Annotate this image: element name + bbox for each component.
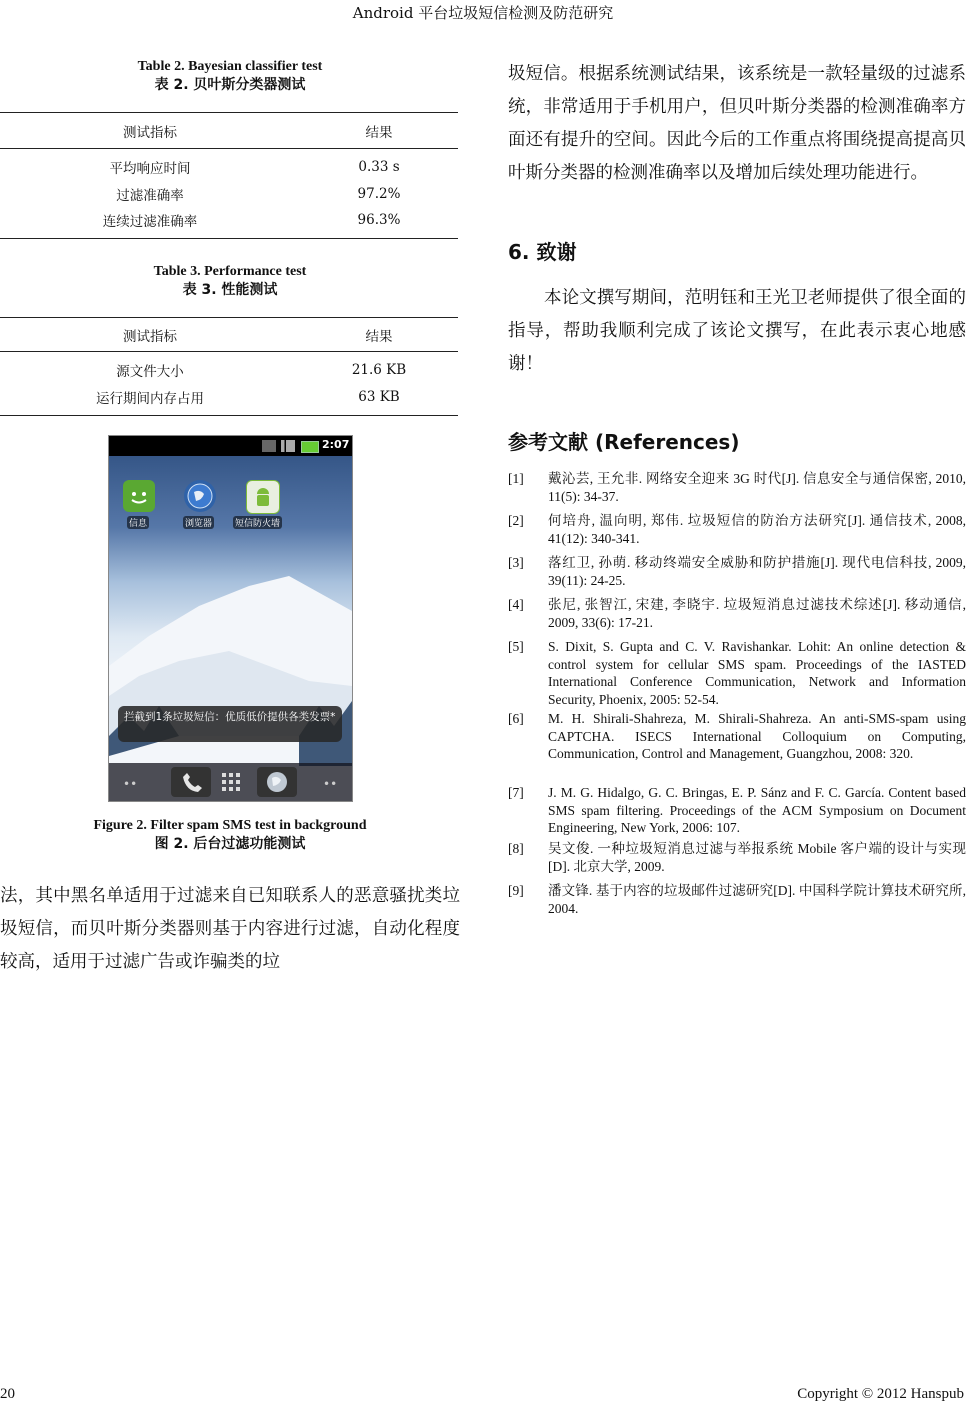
table3-header-result: 结果 [365, 328, 393, 345]
acknowledgement-paragraph: 本论文撰写期间，范明钰和王光卫老师提供了很全面的指导，帮助我顺利完成了该论文撰写，在此表示衷心地感谢！ [508, 288, 966, 374]
clock: 2:07 [322, 438, 350, 451]
reference-text: 何培舟, 温向明, 郑伟. 垃圾短信的防治方法研究[J]. 通信技术, 2008, 41(12): 340-341. [548, 513, 966, 546]
table2-cell: 平均响应时间 [109, 160, 191, 177]
reference-text: 戴沁芸, 王允非. 网络安全迎来 3G 时代[J]. 信息安全与通信保密, 2010, 11(5): 34-37. [548, 471, 966, 504]
section-6-title: 6. 致谢 [508, 240, 577, 264]
table2-cell: 连续过滤准确率 [102, 214, 198, 231]
reference-text: J. M. G. Hidalgo, G. C. Bringas, E. P. Sánz and F. C. García. Content based SMS spam filtering. Proceedings of the ACM Symposium on Document Engineering, New York, 2006: 107. [548, 785, 966, 835]
table2-header-metric: 测试指标 [123, 124, 177, 141]
reference-number: [7] [508, 785, 524, 800]
reference-number: [6] [508, 711, 524, 726]
reference-number: [2] [508, 513, 524, 528]
left-column-paragraph: 法，其中黑名单适用于过滤来自已知联系人的恶意骚扰类垃圾短信，而贝叶斯分类器则基于内容进行过滤，自动化程度较高，适用于过滤广告或诈骗类的垃 [0, 886, 460, 972]
table-row [0, 209, 458, 239]
table-row [0, 179, 458, 209]
reference-number: [5] [508, 639, 524, 654]
table3-cell: 63 KB [358, 389, 400, 406]
signal-icon [281, 440, 295, 452]
app-label-browser: 浏览器 [183, 516, 214, 529]
running-header: Android 平台垃圾短信检测及防范研究 [352, 4, 614, 22]
table3-cell: 源文件大小 [116, 363, 184, 380]
reference-text: M. H. Shirali-Shahreza, M. Shirali-Shahreza. An anti-SMS-spam using CAPTCHA. ISECS International Colloquium on Computing, Communication, Control and Management, Guangzhou, 2008: 320. [548, 711, 966, 761]
reference-text: 落红卫, 孙萌. 移动终端安全威胁和防护措施[J]. 现代电信科技, 2009, 39(11): 24-25. [548, 555, 966, 588]
reference-number: [9] [508, 883, 524, 898]
reference-text: 张尼, 张智江, 宋建, 李晓宇. 垃圾短消息过滤技术综述[J]. 移动通信, 2009, 33(6): 17-21. [548, 597, 966, 630]
figure2-screenshot [108, 435, 353, 802]
reference-number: [4] [508, 597, 524, 612]
reference-text: S. Dixit, S. Gupta and C. V. Ravishankar. Lohit: An online detection & control system for cellular SMS spam. Proceedings of the IASTED International Conference Communication, Network and Information Security, Phoenix, 2005: 52-54. [548, 639, 966, 707]
app-label-sms-firewall: 短信防火墙 [233, 516, 282, 529]
reference-number: [3] [508, 555, 524, 570]
table3-cell: 运行期间内存占用 [96, 391, 204, 408]
android-icon[interactable] [246, 480, 280, 514]
table2-cell: 97.2% [357, 185, 401, 202]
table2-caption [0, 58, 460, 94]
reference-list [508, 470, 966, 930]
table2-caption-en: Table 2. Bayesian classifier test [137, 59, 323, 74]
table2-cell: 过滤准确率 [116, 187, 184, 204]
table-row [0, 384, 458, 416]
phone-icon[interactable] [171, 767, 211, 797]
reference-number: [8] [508, 841, 524, 856]
figure2-caption-zh: 图 2. 后台过滤功能测试 [154, 836, 306, 852]
table-row [0, 352, 458, 384]
copyright: Copyright © 2012 Hanspub [797, 1386, 964, 1402]
table3-header-metric: 测试指标 [123, 328, 177, 345]
message-icon[interactable] [123, 480, 155, 512]
table3 [0, 317, 458, 416]
table3-caption-en: Table 3. Performance test [153, 264, 307, 279]
table2-caption-zh: 表 2. 贝叶斯分类器测试 [154, 77, 306, 93]
page-indicator-left-icon: •• [123, 777, 138, 791]
table3-caption-zh: 表 3. 性能测试 [182, 282, 278, 298]
status-bar [109, 436, 352, 456]
page-number: 20 [0, 1386, 15, 1402]
table-row [0, 149, 458, 179]
table2-cell: 0.33 s [358, 158, 400, 175]
table3-caption [0, 263, 460, 299]
browser-dock-icon[interactable] [257, 767, 297, 797]
references-title: 参考文献 (References) [508, 430, 740, 454]
spam-notification-toast: 拦截到1条垃圾短信：优质低价提供各类发票* [118, 706, 342, 742]
figure2-caption-en: Figure 2. Filter spam SMS test in background [93, 818, 367, 833]
app-label-messages: 信息 [127, 516, 149, 529]
globe-icon[interactable] [184, 480, 216, 512]
app-drawer-icon[interactable] [216, 767, 246, 797]
table2 [0, 112, 458, 239]
table2-cell: 96.3% [357, 212, 401, 229]
reference-text: 潘文锋. 基于内容的垃圾邮件过滤研究[D]. 中国科学院计算技术研究所, 2004. [548, 883, 966, 916]
reference-text: 吴文俊. 一种垃圾短消息过滤与举报系统 Mobile 客户端的设计与实现[D]. 北京大学, 2009. [548, 841, 966, 874]
figure2-caption [0, 817, 460, 853]
reference-number: [1] [508, 471, 524, 486]
dock [109, 763, 352, 801]
table2-header-result: 结果 [365, 124, 393, 141]
right-column-paragraph: 圾短信。根据系统测试结果，该系统是一款轻量级的过滤系统，非常适用于手机用户，但贝叶斯分类器的检测准确率方面还有提升的空间。因此今后的工作重点将围绕提高提高贝叶斯分类器的检测准确率以及增加后续处理功能进行。 [508, 64, 966, 183]
table3-cell: 21.6 KB [351, 361, 407, 378]
battery-icon [301, 441, 319, 453]
page-indicator-right-icon: •• [323, 777, 338, 791]
network-3g-icon [262, 440, 276, 452]
